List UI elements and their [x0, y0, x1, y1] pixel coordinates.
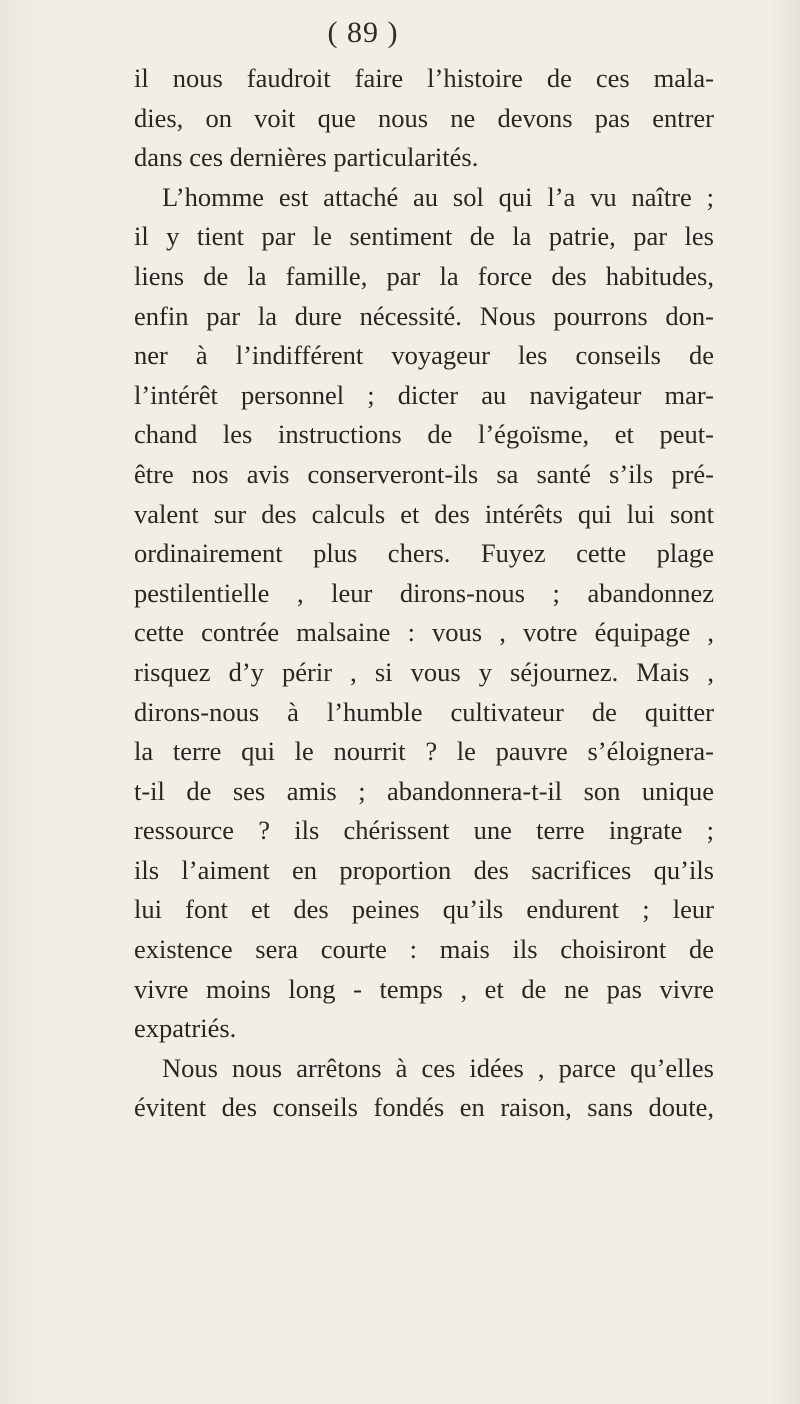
text-line: pestilentielle , leur dirons-nous ; abandonnez	[134, 577, 714, 608]
text-line: ils l’aiment en proportion des sacrifices qu’ils	[134, 854, 714, 885]
text-line: l’intérêt personnel ; dicter au navigateur mar-	[134, 379, 714, 410]
text-line: il y tient par le sentiment de la patrie, par les	[134, 221, 714, 252]
text-line: la terre qui le nourrit ? le pauvre s’éloignera-	[134, 736, 714, 767]
text-line: valent sur des calculs et des intérêts qui lui sont	[134, 498, 714, 529]
text-line: ressource ? ils chérissent une terre ingrate ;	[134, 815, 714, 846]
text-line: être nos avis conserveront-ils sa santé s’ils pré-	[134, 458, 714, 489]
text-line: ner à l’indifférent voyageur les conseils de	[134, 340, 714, 371]
text-line: cette contrée malsaine : vous , votre équipage ,	[134, 617, 714, 648]
text-line: dirons-nous à l’humble cultivateur de quitter	[134, 696, 714, 727]
text-line: ordinairement plus chers. Fuyez cette plage	[134, 538, 714, 569]
text-line: dans ces dernières particularités.	[134, 142, 479, 173]
text-line: L’homme est attaché au sol qui l’a vu naître ;	[162, 181, 714, 212]
body-text	[134, 59, 714, 1128]
text-line: chand les instructions de l’égoïsme, et peut-	[134, 419, 714, 450]
text-line: existence sera courte : mais ils choisiront de	[134, 934, 714, 965]
text-line: enfin par la dure nécessité. Nous pourrons don-	[134, 300, 714, 331]
text-line: liens de la famille, par la force des habitudes,	[134, 260, 714, 291]
page-number: ( 89 )	[327, 16, 399, 49]
text-line: Nous nous arrêtons à ces idées , parce qu’elles	[162, 1052, 714, 1083]
text-line: lui font et des peines qu’ils endurent ; leur	[134, 894, 714, 925]
text-line: évitent des conseils fondés en raison, sans doute,	[134, 1092, 714, 1123]
text-line: expatriés.	[134, 1013, 237, 1044]
text-line: risquez d’y périr , si vous y séjournez. Mais ,	[134, 656, 714, 687]
text-line: vivre moins long - temps , et de ne pas vivre	[134, 973, 714, 1004]
text-line: dies, on voit que nous ne devons pas entrer	[134, 102, 714, 133]
text-line: t-il de ses amis ; abandonnera-t-il son unique	[134, 775, 714, 806]
text-line: il nous faudroit faire l’histoire de ces mala-	[134, 63, 714, 93]
